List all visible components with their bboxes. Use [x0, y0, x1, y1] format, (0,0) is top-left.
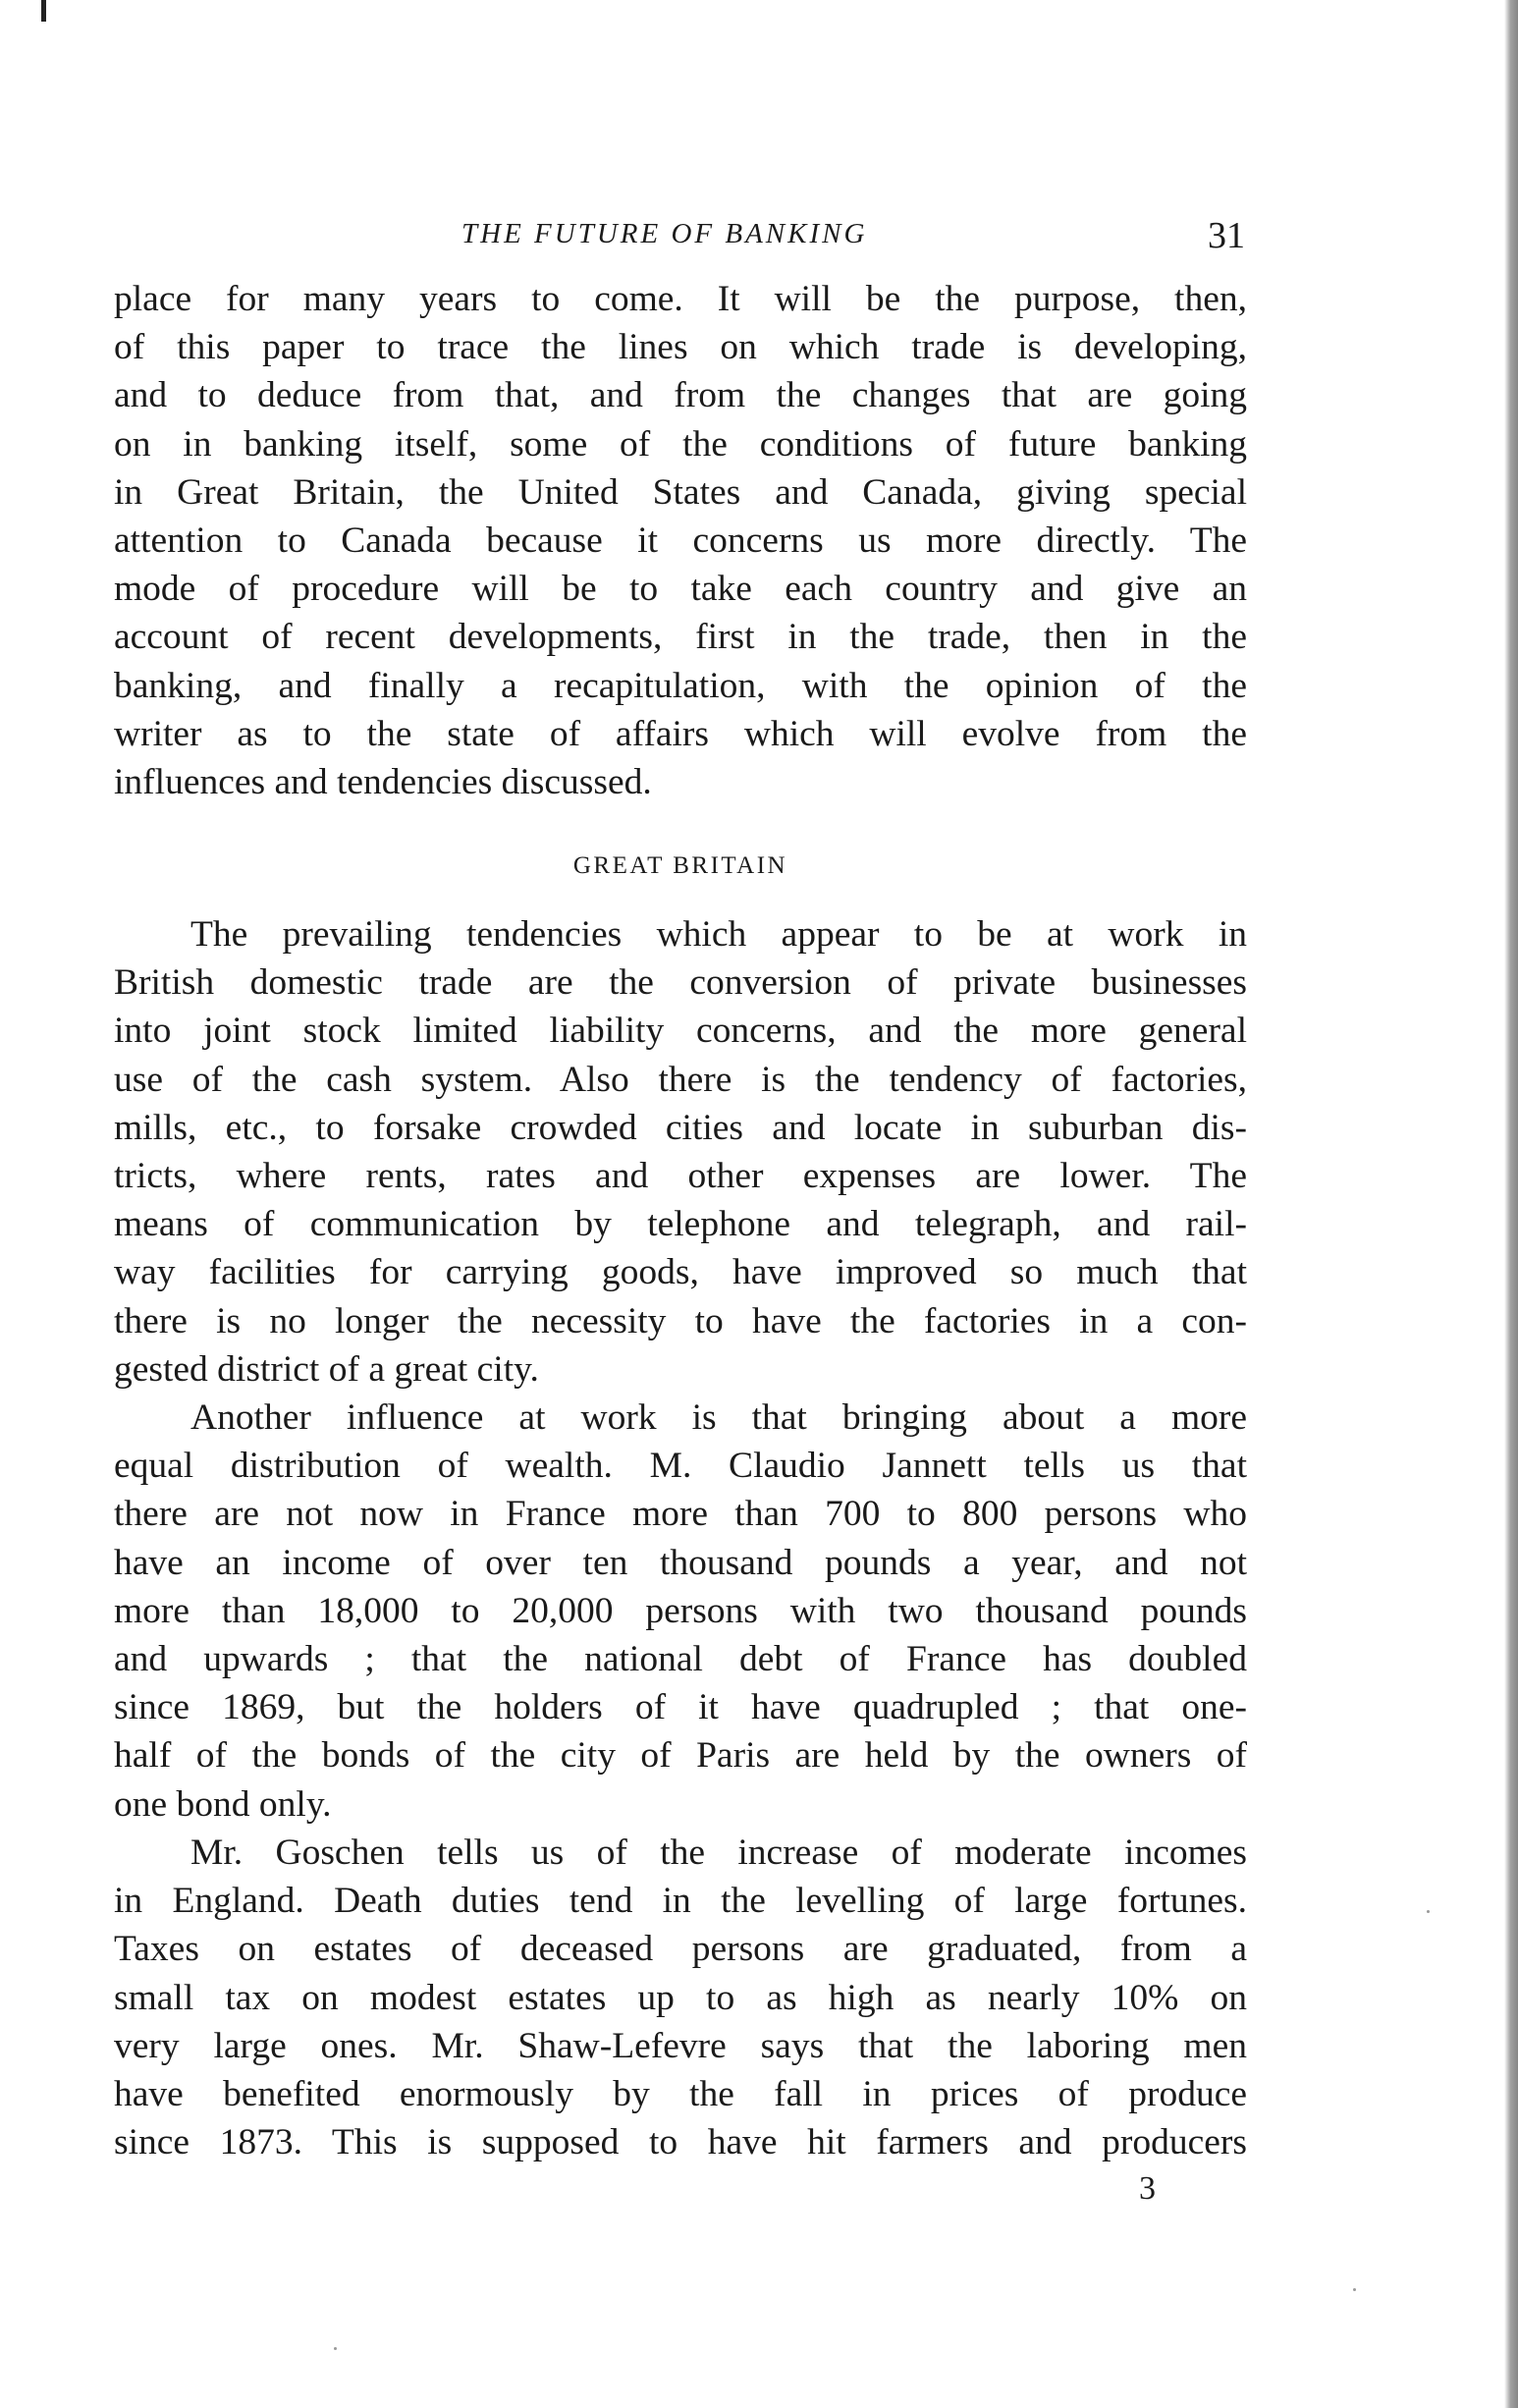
text-line: tricts, where rents, rates and other expenses are lower. The — [114, 1155, 1247, 1196]
text-line: Another influence at work is that bringing about a more — [190, 1397, 1247, 1438]
text-line: use of the cash system. Also there is the tendency of factories, — [114, 1059, 1247, 1100]
text-line: attention to Canada because it concerns us more directly. The — [114, 520, 1247, 561]
paragraph-1 — [114, 275, 1247, 806]
text-line: in Great Britain, the United States and Canada, giving special — [114, 471, 1247, 513]
signature-mark: 3 — [1139, 2170, 1156, 2207]
paragraph-2 — [114, 910, 1247, 1394]
text-line: into joint stock limited liability concerns, and the more general — [114, 1011, 1247, 1052]
text-line: banking, and finally a recapitulation, with the opinion of the — [114, 665, 1247, 706]
text-line: writer as to the state of affairs which will evolve from the — [114, 713, 1247, 754]
scan-page-edge — [1504, 0, 1518, 2408]
scan-edge-mark — [41, 0, 46, 22]
text-line: since 1873. This is supposed to have hit farmers and producers — [114, 2122, 1247, 2163]
text-line: more than 18,000 to 20,000 persons with two thousand pounds — [114, 1590, 1247, 1631]
text-line: and to deduce from that, and from the changes that are going — [114, 375, 1247, 416]
text-line: mode of procedure will be to take each country and give an — [114, 569, 1247, 610]
paper-speck — [334, 2347, 337, 2350]
text-line: have an income of over ten thousand pounds a year, and not — [114, 1542, 1247, 1583]
paper-speck — [1427, 1910, 1430, 1913]
text-line: there is no longer the necessity to have the factories in a con- — [114, 1300, 1247, 1341]
running-title: THE FUTURE OF BANKING — [461, 218, 868, 249]
text-line: Mr. Goschen tells us of the increase of moderate incomes — [190, 1833, 1247, 1873]
text-line: influences and tendencies discussed. — [114, 761, 652, 802]
paragraph-3 — [114, 1394, 1247, 1829]
text-line: in England. Death duties tend in the levelling of large fortunes. — [114, 1881, 1247, 1922]
text-line: equal distribution of wealth. M. Claudio Jannett tells us that — [114, 1446, 1247, 1487]
text-line: place for many years to come. It will be the purpose, then, — [114, 279, 1247, 319]
text-line: of this paper to trace the lines on which trade is developing, — [114, 327, 1247, 368]
text-line: British domestic trade are the conversion of private businesses — [114, 962, 1247, 1004]
text-line: way facilities for carrying goods, have improved so much that — [114, 1252, 1247, 1293]
text-line: one bond only. — [114, 1783, 332, 1825]
text-line: since 1869, but the holders of it have quadrupled ; that one- — [114, 1687, 1247, 1728]
text-line: The prevailing tendencies which appear to be at work in — [190, 914, 1247, 955]
text-line: Taxes on estates of deceased persons are graduated, from a — [114, 1929, 1247, 1970]
text-line: half of the bonds of the city of Paris are held by the owners of — [114, 1735, 1247, 1777]
text-line: there are not now in France more than 700 to 800 persons who — [114, 1494, 1247, 1535]
text-line: on in banking itself, some of the conditions of future banking — [114, 423, 1247, 465]
text-line: mills, etc., to forsake crowded cities and locate in suburban dis- — [114, 1107, 1247, 1148]
section-heading: GREAT BRITAIN — [572, 852, 788, 879]
text-line: gested district of a great city. — [114, 1348, 539, 1390]
paper-speck — [1353, 2288, 1356, 2291]
paragraph-4 — [114, 1829, 1247, 2166]
text-line: means of communication by telephone and telegraph, and rail- — [114, 1204, 1247, 1245]
text-line: small tax on modest estates up to as high as nearly 10% on — [114, 1977, 1247, 2018]
page-number: 31 — [1208, 215, 1245, 256]
text-line: and upwards ; that the national debt of France has doubled — [114, 1638, 1247, 1679]
text-line: very large ones. Mr. Shaw-Lefevre says that the laboring men — [114, 2025, 1247, 2066]
text-line: have benefited enormously by the fall in prices of produce — [114, 2073, 1247, 2114]
text-line: account of recent developments, first in the trade, then in the — [114, 617, 1247, 658]
